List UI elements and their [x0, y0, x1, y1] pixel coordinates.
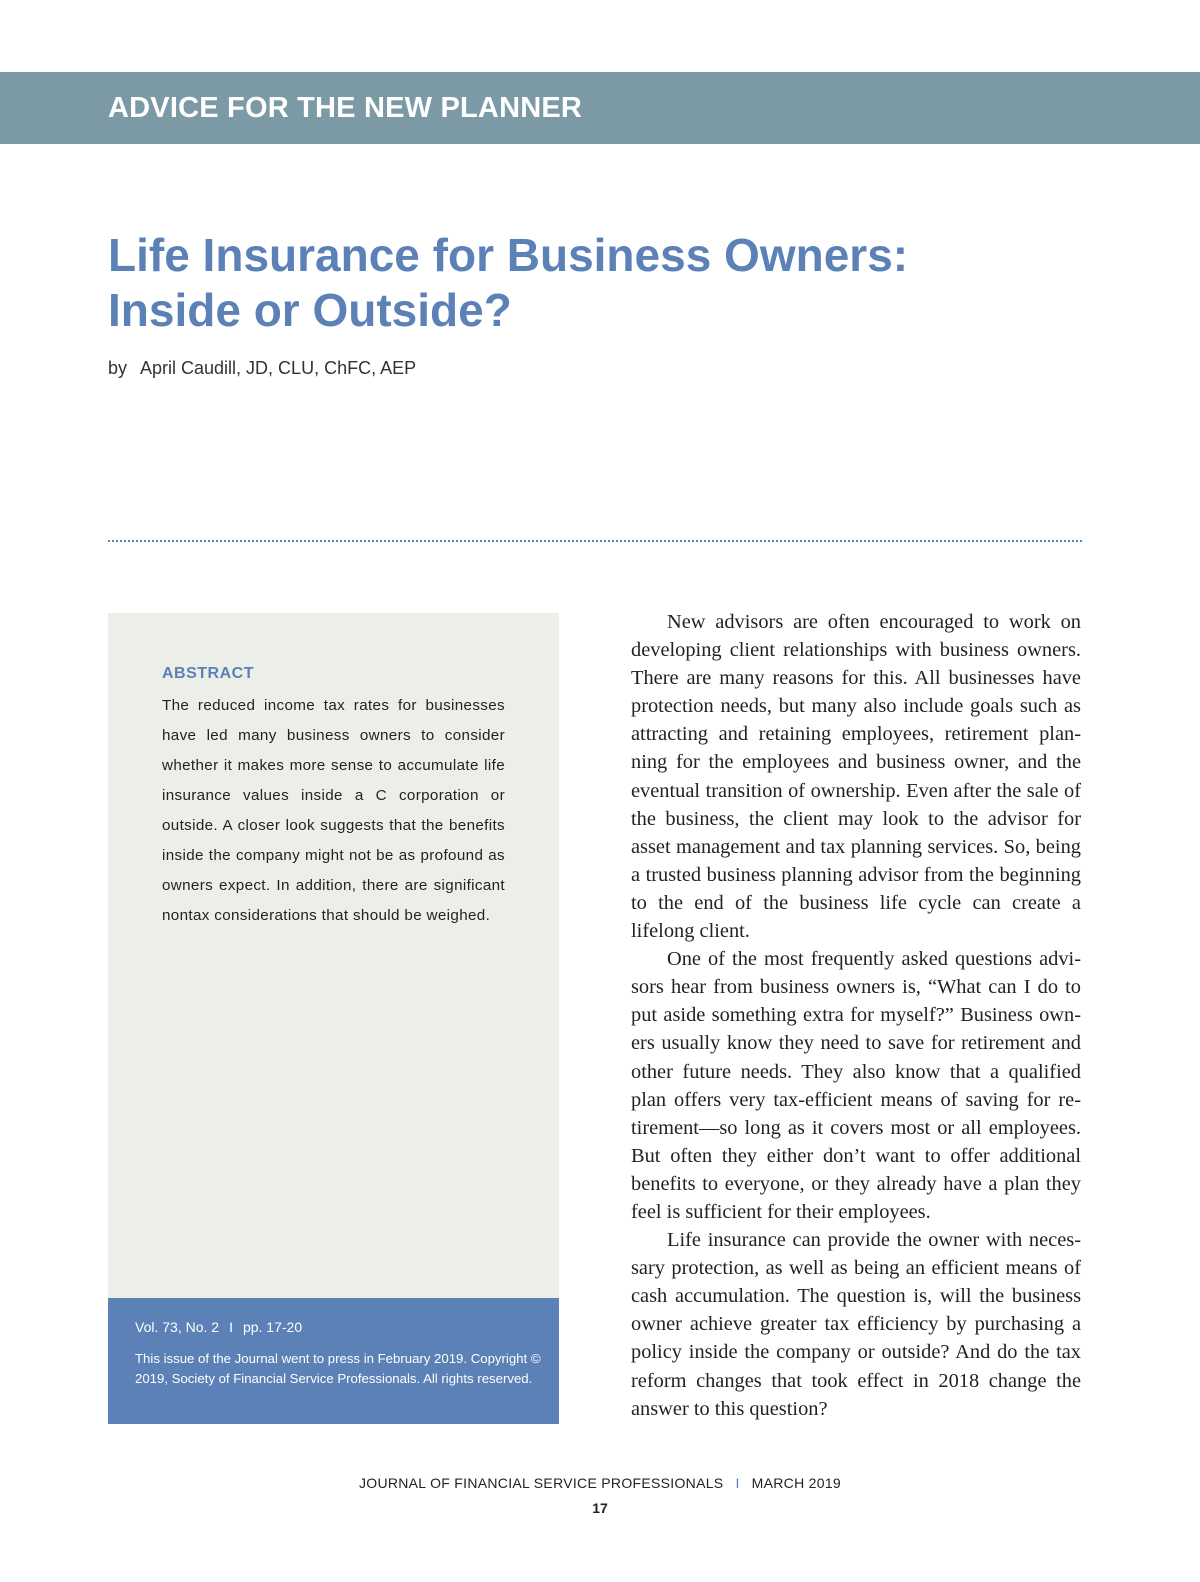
- section-banner: [0, 72, 1200, 144]
- body-paragraph-1: New advisors are often encouraged to work on developing client relationships with business owners. There are many reasons for this. All businesses have protection needs, but many also include goals such as attracting and retaining employees, retirement planning for the employees and business owner, and the eventual transition of ownership. Even after the sale of the business, the client may look to the advisor for asset management and tax planning services. So, being a trusted business planning advisor from the beginning to the end of the business life cycle can create a lifelong client.: [631, 611, 1081, 943]
- publication-info-panel: [108, 1298, 559, 1424]
- journal-name: JOURNAL OF FINANCIAL SERVICE PROFESSIONALS: [358, 1475, 724, 1491]
- abstract-panel: [108, 613, 559, 1298]
- press-note: This issue of the Journal went to press in February 2019. Copyright © 2019, Society of Financial Service Professionals. All rights reserved.: [135, 1351, 541, 1386]
- article-title-line-1: Life Insurance for Business Owners:: [108, 229, 909, 281]
- dotted-divider: [108, 540, 1082, 542]
- page-number: 17: [592, 1500, 608, 1516]
- byline-prefix: by: [108, 358, 128, 378]
- volume-number: Vol. 73, No. 2: [135, 1319, 220, 1335]
- article-title-line-2: Inside or Outside?: [108, 284, 512, 336]
- author-name: April Caudill, JD, CLU, ChFC, AEP: [140, 358, 417, 378]
- abstract-heading: ABSTRACT: [162, 665, 254, 682]
- article-body: [631, 608, 1081, 1423]
- volume-separator: I: [229, 1319, 233, 1335]
- byline: [108, 358, 416, 379]
- page-range: pp. 17-20: [242, 1319, 303, 1335]
- article-title: [108, 228, 1108, 338]
- section-label: ADVICE FOR THE NEW PLANNER: [108, 92, 583, 124]
- abstract-text: The reduced income tax rates for businesses have led many business owners to consider whether it makes more sense to accumulate life insurance values inside a C corporation or outside. A closer look suggests that the benefits inside the company might not be as profound as owners expect. In addition, there are significant nontax considerations that should be weighed.: [162, 697, 505, 924]
- body-paragraph-2: One of the most frequently asked questions advisors hear from business owners is, “What can I do to put aside something extra for myself?” Business owners usually know they need to save for retirement and other future needs. They also know that a qualified plan offers very tax-efficient means of saving for retirement—so long as it covers most or all employees. But often they either don’t want to offer additional benefits to everyone, or they already have a plan they feel is sufficient for their employees.: [631, 948, 1081, 1223]
- issue-date: MARCH 2019: [751, 1475, 842, 1491]
- body-paragraph-3: Life insurance can provide the owner with necessary protection, as well as being an efficient means of cash accumulation. The question is, will the business owner achieve greater tax efficiency by purchasing a policy inside the company or outside? And do the tax reform changes that took effect in 2018 change the answer to this question?: [631, 1229, 1081, 1420]
- volume-line: [135, 1319, 302, 1335]
- page-footer: [0, 1475, 1200, 1491]
- footer-separator: I: [735, 1475, 740, 1491]
